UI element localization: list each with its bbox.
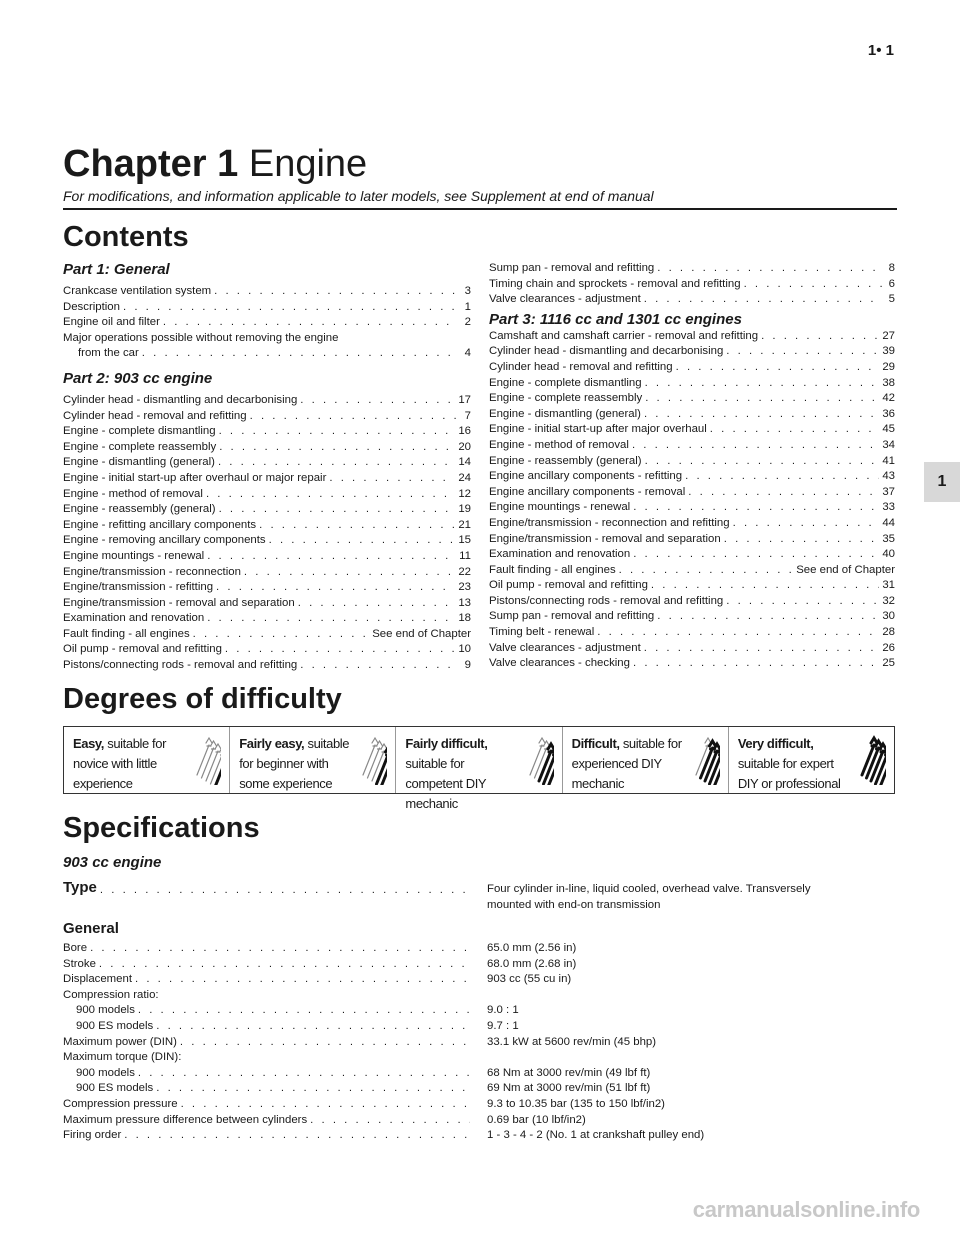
toc-entry: [63, 549, 471, 565]
toc-entry-page: 3: [464, 285, 471, 297]
spec-label: Displacement: [63, 973, 133, 986]
difficulty-level-1: [64, 727, 229, 793]
difficulty-detail: suitable for novice with little experience: [73, 736, 167, 791]
toc-entry-page: 5: [888, 293, 895, 306]
leader-dots: [225, 642, 455, 658]
toc-entry-title: Oil pump - removal and refitting: [489, 579, 648, 592]
leader-dots: [688, 485, 879, 501]
engine-spec-heading: 903 cc engine: [63, 854, 162, 871]
toc-entry-page: 22: [458, 565, 471, 578]
leader-dots: [676, 360, 880, 376]
spanner-rating-icon: [694, 735, 720, 785]
spec-row: [63, 1066, 897, 1082]
toc-entry-page: See end of Chapter: [796, 563, 895, 576]
leader-dots: [645, 391, 879, 407]
leader-dots: [651, 578, 879, 594]
toc-entry: [489, 500, 895, 516]
toc-entry: [63, 315, 471, 331]
toc-entry-title: Engine mountings - renewal: [489, 501, 631, 514]
spec-label: 900 ES models: [76, 1082, 154, 1095]
toc-entry-title: Cylinder head - dismantling and decarbonising: [63, 393, 298, 406]
leader-dots: [123, 300, 458, 316]
toc-entry-page: 8: [888, 262, 895, 274]
toc-entry-page: 2: [464, 316, 471, 329]
toc-entry-page: 15: [458, 534, 471, 547]
toc-entry-page: 40: [882, 548, 895, 561]
spec-label: 900 models: [76, 1066, 135, 1079]
leader-dots: [156, 1081, 470, 1097]
leader-dots: [300, 658, 458, 674]
leader-dots: [124, 1128, 470, 1144]
spec-row: [63, 1035, 897, 1051]
spec-value: 69 Nm at 3000 rev/min (51 lbf ft): [487, 1082, 651, 1095]
spec-row: [63, 941, 897, 957]
type-spec: [63, 880, 897, 911]
toc-entry-page: 43: [882, 470, 895, 483]
type-label: Type: [63, 879, 97, 896]
leader-dots: [657, 261, 882, 277]
leader-dots: [207, 549, 456, 565]
spec-label: Bore: [63, 942, 88, 954]
spec-row: [63, 957, 897, 973]
difficulty-level-4: [562, 727, 728, 793]
toc-entry-page: 27: [882, 329, 895, 342]
toc-entry-title: Engine mountings - renewal: [63, 549, 205, 562]
toc-entry-title: Examination and renovation: [63, 612, 205, 625]
leader-dots: [619, 563, 794, 579]
toc-entry-page: 16: [458, 425, 471, 438]
toc-entry-page: 42: [882, 392, 895, 405]
toc-entry-title: Engine - removing ancillary components: [63, 534, 266, 547]
toc-entry: [63, 346, 471, 362]
toc-entry-page: 9: [464, 659, 471, 672]
toc-entry: [489, 594, 895, 610]
difficulty-label: Very difficult,: [737, 736, 814, 751]
watermark: carmanualsonline.info: [692, 1197, 920, 1222]
toc-entry-title: from the car: [78, 347, 139, 360]
toc-entry-page: See end of Chapter: [372, 627, 471, 640]
toc-entry-title: Engine - dismantling (general): [63, 456, 215, 469]
toc-entry-page: 31: [882, 579, 895, 592]
toc-entry: [63, 424, 471, 440]
difficulty-detail: suitable for expert DIY or professional: [737, 756, 841, 791]
toc-entry: [63, 580, 471, 596]
spanner-rating-icon: [361, 735, 387, 785]
toc-entry-page: 29: [882, 360, 895, 373]
toc-entry: [489, 578, 895, 594]
toc-entry: [489, 407, 895, 423]
leader-dots: [138, 1066, 470, 1082]
leader-dots: [219, 424, 456, 440]
toc-entry-title: Cylinder head - removal and refitting: [63, 409, 247, 422]
leader-dots: [633, 547, 879, 563]
toc-entry-title: Engine - complete reassembly: [489, 392, 643, 405]
leader-dots: [329, 471, 455, 487]
leader-dots: [597, 625, 879, 641]
toc-entry-page: 17: [458, 393, 471, 406]
spec-value: 9.3 to 10.35 bar (135 to 150 lbf/in2): [487, 1097, 665, 1110]
spanner-rating-icon: [528, 735, 554, 785]
toc-entry-title: Pistons/connecting rods - removal and refitting: [63, 659, 298, 672]
spec-label: Firing order: [63, 1129, 122, 1142]
toc-entry: [489, 422, 895, 438]
type-value-line-2: mounted with end-on transmission: [487, 898, 661, 911]
spec-row: [63, 972, 897, 988]
toc-entry: [63, 642, 471, 658]
spec-label: Compression pressure: [63, 1097, 178, 1110]
toc-entry: [63, 658, 471, 674]
toc-entry: [63, 596, 471, 612]
toc-entry-title: Engine - dismantling (general): [489, 407, 641, 420]
toc-entry: [63, 471, 471, 487]
leader-dots: [156, 1019, 470, 1035]
spec-value: 68.0 mm (2.68 in): [487, 957, 577, 970]
toc-entry-title: Sump pan - removal and refitting: [489, 262, 655, 274]
toc-entry-title: Engine - method of removal: [63, 487, 203, 500]
difficulty-level-5: [728, 727, 894, 793]
toc-entry-page: 35: [882, 532, 895, 545]
part-2-list: [63, 393, 471, 674]
toc-entry-page: 10: [458, 643, 471, 656]
toc-entry: [489, 261, 895, 277]
toc-entry-page: 34: [882, 438, 895, 451]
toc-entry: [63, 331, 471, 347]
leader-dots: [310, 1113, 470, 1129]
difficulty-description: [738, 734, 856, 794]
toc-entry-title: Engine - refitting ancillary components: [63, 518, 257, 531]
difficulty-detail: suitable for experienced DIY mechanic: [571, 736, 682, 791]
leader-dots: [218, 455, 455, 471]
spanner-rating-icon: [860, 735, 886, 785]
spec-label: Compression ratio:: [63, 988, 159, 1001]
toc-entry-page: 12: [458, 487, 471, 500]
leader-dots: [300, 393, 455, 409]
leader-dots: [644, 407, 879, 423]
toc-entry-page: 20: [458, 440, 471, 453]
toc-entry: [489, 277, 895, 293]
toc-entry: [63, 627, 471, 643]
spec-label: Maximum power (DIN): [63, 1035, 177, 1048]
toc-entry-title: Engine - method of removal: [489, 438, 629, 451]
contents-heading: Contents: [63, 221, 189, 253]
page-number: 1• 1: [867, 42, 894, 59]
spec-row: [63, 1113, 897, 1129]
chapter-subtitle: For modifications, and information applicable to later models, see Supplement at end of manual: [63, 188, 654, 204]
difficulty-level-3: [395, 727, 561, 811]
toc-entry-page: 25: [882, 657, 895, 670]
difficulty-level-2: [229, 727, 395, 793]
toc-entry-title: Cylinder head - removal and refitting: [489, 360, 673, 373]
toc-entry: [489, 344, 895, 360]
chapter-label: Chapter 1: [63, 143, 239, 185]
toc-entry-page: 1: [464, 300, 471, 313]
toc-entry: [489, 360, 895, 376]
leader-dots: [657, 609, 879, 625]
toc-entry: [489, 625, 895, 641]
toc-entry: [489, 469, 895, 485]
toc-entry-title: Description: [63, 300, 120, 313]
toc-entry-page: 7: [464, 409, 471, 422]
toc-entry-page: 23: [458, 581, 471, 594]
leader-dots: [219, 440, 455, 456]
toc-entry-title: Engine/transmission - removal and separation: [63, 596, 295, 609]
difficulty-description: [572, 734, 690, 794]
type-row: [63, 880, 897, 896]
difficulty-detail: suitable for beginner with some experience: [239, 736, 350, 791]
general-heading: General: [63, 920, 119, 937]
leader-dots: [207, 611, 455, 627]
toc-entry-page: 39: [882, 345, 895, 358]
leader-dots: [163, 315, 458, 331]
toc-entry-title: Timing chain and sprockets - removal and refitting: [489, 277, 741, 290]
leader-dots: [193, 627, 370, 643]
toc-entry-page: 18: [458, 612, 471, 625]
spec-row: [63, 1097, 897, 1113]
spec-row: [63, 1003, 897, 1019]
toc-entry: [489, 547, 895, 563]
spec-label: Maximum torque (DIN):: [63, 1051, 182, 1064]
toc-entry-page: 21: [458, 518, 471, 531]
toc-entry: [489, 532, 895, 548]
leader-dots: [761, 329, 879, 345]
toc-entry-title: Major operations possible without removing the engine: [63, 331, 339, 344]
leader-dots: [138, 1003, 470, 1019]
leader-dots: [99, 957, 470, 973]
leader-dots: [219, 502, 456, 518]
leader-dots: [633, 500, 879, 516]
leader-dots: [214, 284, 458, 300]
chapter-name: Engine: [248, 143, 368, 185]
toc-entry-page: 41: [882, 454, 895, 467]
toc-entry: [489, 292, 895, 308]
toc-entry-page: 37: [882, 485, 895, 498]
leader-dots: [181, 1097, 470, 1113]
spec-value: 0.69 bar (10 lbf/in2): [487, 1113, 586, 1126]
spec-row: [63, 1050, 897, 1066]
type-row-continued: [63, 896, 897, 912]
leader-dots: [632, 438, 879, 454]
leader-dots: [724, 532, 880, 548]
leader-dots: [180, 1035, 470, 1051]
leader-dots: [135, 972, 470, 988]
toc-entry: [489, 516, 895, 532]
spec-value: 9.7 : 1: [487, 1019, 519, 1032]
spec-value: 9.0 : 1: [487, 1004, 519, 1017]
toc-entry: [489, 454, 895, 470]
toc-entry-page: 26: [882, 641, 895, 654]
part-3-heading: Part 3: 1116 cc and 1301 cc engines: [489, 310, 742, 328]
toc-entry: [63, 455, 471, 471]
toc-entry-page: 30: [882, 610, 895, 623]
spec-row: [63, 1019, 897, 1035]
part-2-list-continued: [489, 261, 895, 308]
spec-label: Stroke: [63, 957, 96, 970]
contents-left-column: [63, 261, 471, 674]
difficulty-label: Fairly easy,: [239, 736, 305, 751]
toc-entry-title: Timing belt - renewal: [489, 626, 595, 639]
spec-value: 65.0 mm (2.56 in): [487, 942, 577, 954]
leader-dots: [142, 346, 458, 362]
toc-entry-title: Crankcase ventilation system: [63, 285, 212, 297]
toc-entry-page: 44: [882, 516, 895, 529]
toc-entry: [63, 409, 471, 425]
toc-entry-page: 33: [882, 501, 895, 514]
spec-row: [63, 988, 897, 1004]
toc-entry-title: Engine - complete dismantling: [489, 376, 642, 389]
toc-entry-title: Engine/transmission - refitting: [63, 581, 214, 594]
leader-dots: [216, 580, 455, 596]
toc-entry-page: 45: [882, 423, 895, 436]
toc-entry-page: 24: [458, 471, 471, 484]
toc-entry: [63, 300, 471, 316]
toc-entry-page: 13: [458, 596, 471, 609]
chapter-title: [63, 142, 367, 186]
toc-entry: [489, 656, 895, 672]
difficulty-label: Difficult,: [571, 736, 620, 751]
specifications-heading: Specifications: [63, 812, 260, 844]
spec-value: 903 cc (55 cu in): [487, 973, 572, 986]
difficulty-description: [239, 734, 357, 794]
leader-dots: [710, 422, 880, 438]
toc-entry-title: Oil pump - removal and refitting: [63, 643, 222, 656]
spec-label: Maximum pressure difference between cylinders: [63, 1113, 308, 1126]
leader-dots: [90, 941, 470, 957]
toc-entry-title: Valve clearances - adjustment: [489, 293, 641, 306]
toc-entry: [63, 284, 471, 300]
toc-entry-title: Engine - complete dismantling: [63, 425, 216, 438]
toc-entry-title: Pistons/connecting rods - removal and refitting: [489, 594, 724, 607]
toc-entry-title: Engine - reassembly (general): [63, 503, 216, 516]
toc-entry-page: 38: [882, 376, 895, 389]
toc-entry-page: 4: [464, 347, 471, 360]
toc-entry-title: Engine/transmission - reconnection: [63, 565, 241, 578]
toc-entry-title: Valve clearances - adjustment: [489, 641, 641, 654]
leader-dots: [644, 292, 882, 308]
type-value-line-1: Four cylinder in-line, liquid cooled, overhead valve. Transversely: [487, 883, 811, 895]
difficulty-label: Fairly difficult,: [405, 736, 488, 751]
general-spec-table: [63, 941, 897, 1144]
toc-entry: [489, 438, 895, 454]
difficulty-heading: Degrees of difficulty: [63, 683, 342, 715]
toc-entry-title: Engine - initial start-up after major overhaul: [489, 423, 707, 436]
toc-entry: [489, 641, 895, 657]
spanner-rating-icon: [195, 735, 221, 785]
toc-entry: [489, 376, 895, 392]
toc-entry: [63, 440, 471, 456]
toc-entry: [489, 329, 895, 345]
leader-dots: [744, 277, 882, 293]
leader-dots: [726, 594, 879, 610]
contents-right-column: [489, 261, 895, 672]
leader-dots: [298, 596, 456, 612]
difficulty-detail: suitable for competent DIY mechanic: [405, 756, 486, 811]
leader-dots: [685, 469, 879, 485]
toc-entry: [63, 502, 471, 518]
leader-dots: [726, 344, 879, 360]
part-1-heading: Part 1: General: [63, 261, 170, 278]
spec-row: [63, 1128, 897, 1144]
spec-value: 33.1 kW at 5600 rev/min (45 bhp): [487, 1035, 657, 1048]
toc-entry-title: Engine/transmission - reconnection and refitting: [489, 516, 730, 529]
spec-label: 900 ES models: [76, 1019, 154, 1032]
toc-entry-page: 32: [882, 594, 895, 607]
toc-entry-page: 28: [882, 626, 895, 639]
title-rule: [63, 208, 897, 210]
leader-dots: [733, 516, 880, 532]
toc-entry-title: Examination and renovation: [489, 548, 631, 561]
leader-dots: [259, 518, 455, 534]
leader-dots: [244, 565, 455, 581]
spec-label: 900 models: [76, 1004, 135, 1017]
spec-value: 68 Nm at 3000 rev/min (49 lbf ft): [487, 1066, 651, 1079]
toc-entry-title: Fault finding - all engines: [489, 563, 616, 576]
difficulty-description: [73, 734, 191, 794]
leader-dots: [269, 533, 456, 549]
part-3-list: [489, 329, 895, 672]
toc-entry-page: 6: [888, 277, 895, 290]
leader-dots: [206, 487, 455, 503]
part-2-heading: Part 2: 903 cc engine: [63, 369, 213, 387]
difficulty-label: Easy,: [73, 736, 105, 751]
toc-entry: [63, 611, 471, 627]
chapter-tab-marker: 1: [924, 462, 960, 502]
part-1-list: [63, 284, 471, 362]
toc-entry-title: Engine ancillary components - removal: [489, 485, 686, 498]
difficulty-legend: [63, 726, 895, 811]
toc-entry-title: Engine ancillary components - refitting: [489, 470, 683, 483]
toc-entry-title: Engine oil and filter: [63, 316, 160, 329]
leader-dots: [250, 409, 458, 425]
toc-entry-page: 11: [459, 549, 471, 562]
toc-entry-page: 36: [882, 407, 895, 420]
spec-row: [63, 1081, 897, 1097]
toc-entry: [489, 609, 895, 625]
toc-entry-title: Engine - initial start-up after overhaul or major repair: [63, 471, 327, 484]
toc-entry: [63, 393, 471, 409]
toc-entry: [63, 565, 471, 581]
leader-dots: [645, 376, 880, 392]
toc-entry-title: Fault finding - all engines: [63, 627, 190, 640]
leader-dots: [645, 454, 880, 470]
toc-entry: [63, 518, 471, 534]
toc-entry-title: Engine - reassembly (general): [489, 454, 642, 467]
toc-entry-page: 19: [458, 503, 471, 516]
toc-entry: [489, 485, 895, 501]
toc-entry-title: Engine - complete reassembly: [63, 440, 217, 453]
toc-entry: [63, 487, 471, 503]
toc-entry-title: Valve clearances - checking: [489, 657, 630, 670]
toc-entry: [489, 391, 895, 407]
toc-entry: [489, 563, 895, 579]
toc-entry-page: 14: [458, 456, 471, 469]
leader-dots: [644, 641, 880, 657]
toc-entry-title: Sump pan - removal and refitting: [489, 610, 655, 623]
spec-value: 1 - 3 - 4 - 2 (No. 1 at crankshaft pulley end): [487, 1129, 705, 1142]
toc-entry: [63, 533, 471, 549]
toc-entry-title: Cylinder head - dismantling and decarbonising: [489, 345, 724, 358]
leader-dots: [633, 656, 879, 672]
difficulty-description: [405, 734, 523, 814]
toc-entry-title: Engine/transmission - removal and separation: [489, 532, 721, 545]
toc-entry-title: Camshaft and camshaft carrier - removal and refitting: [489, 329, 759, 342]
